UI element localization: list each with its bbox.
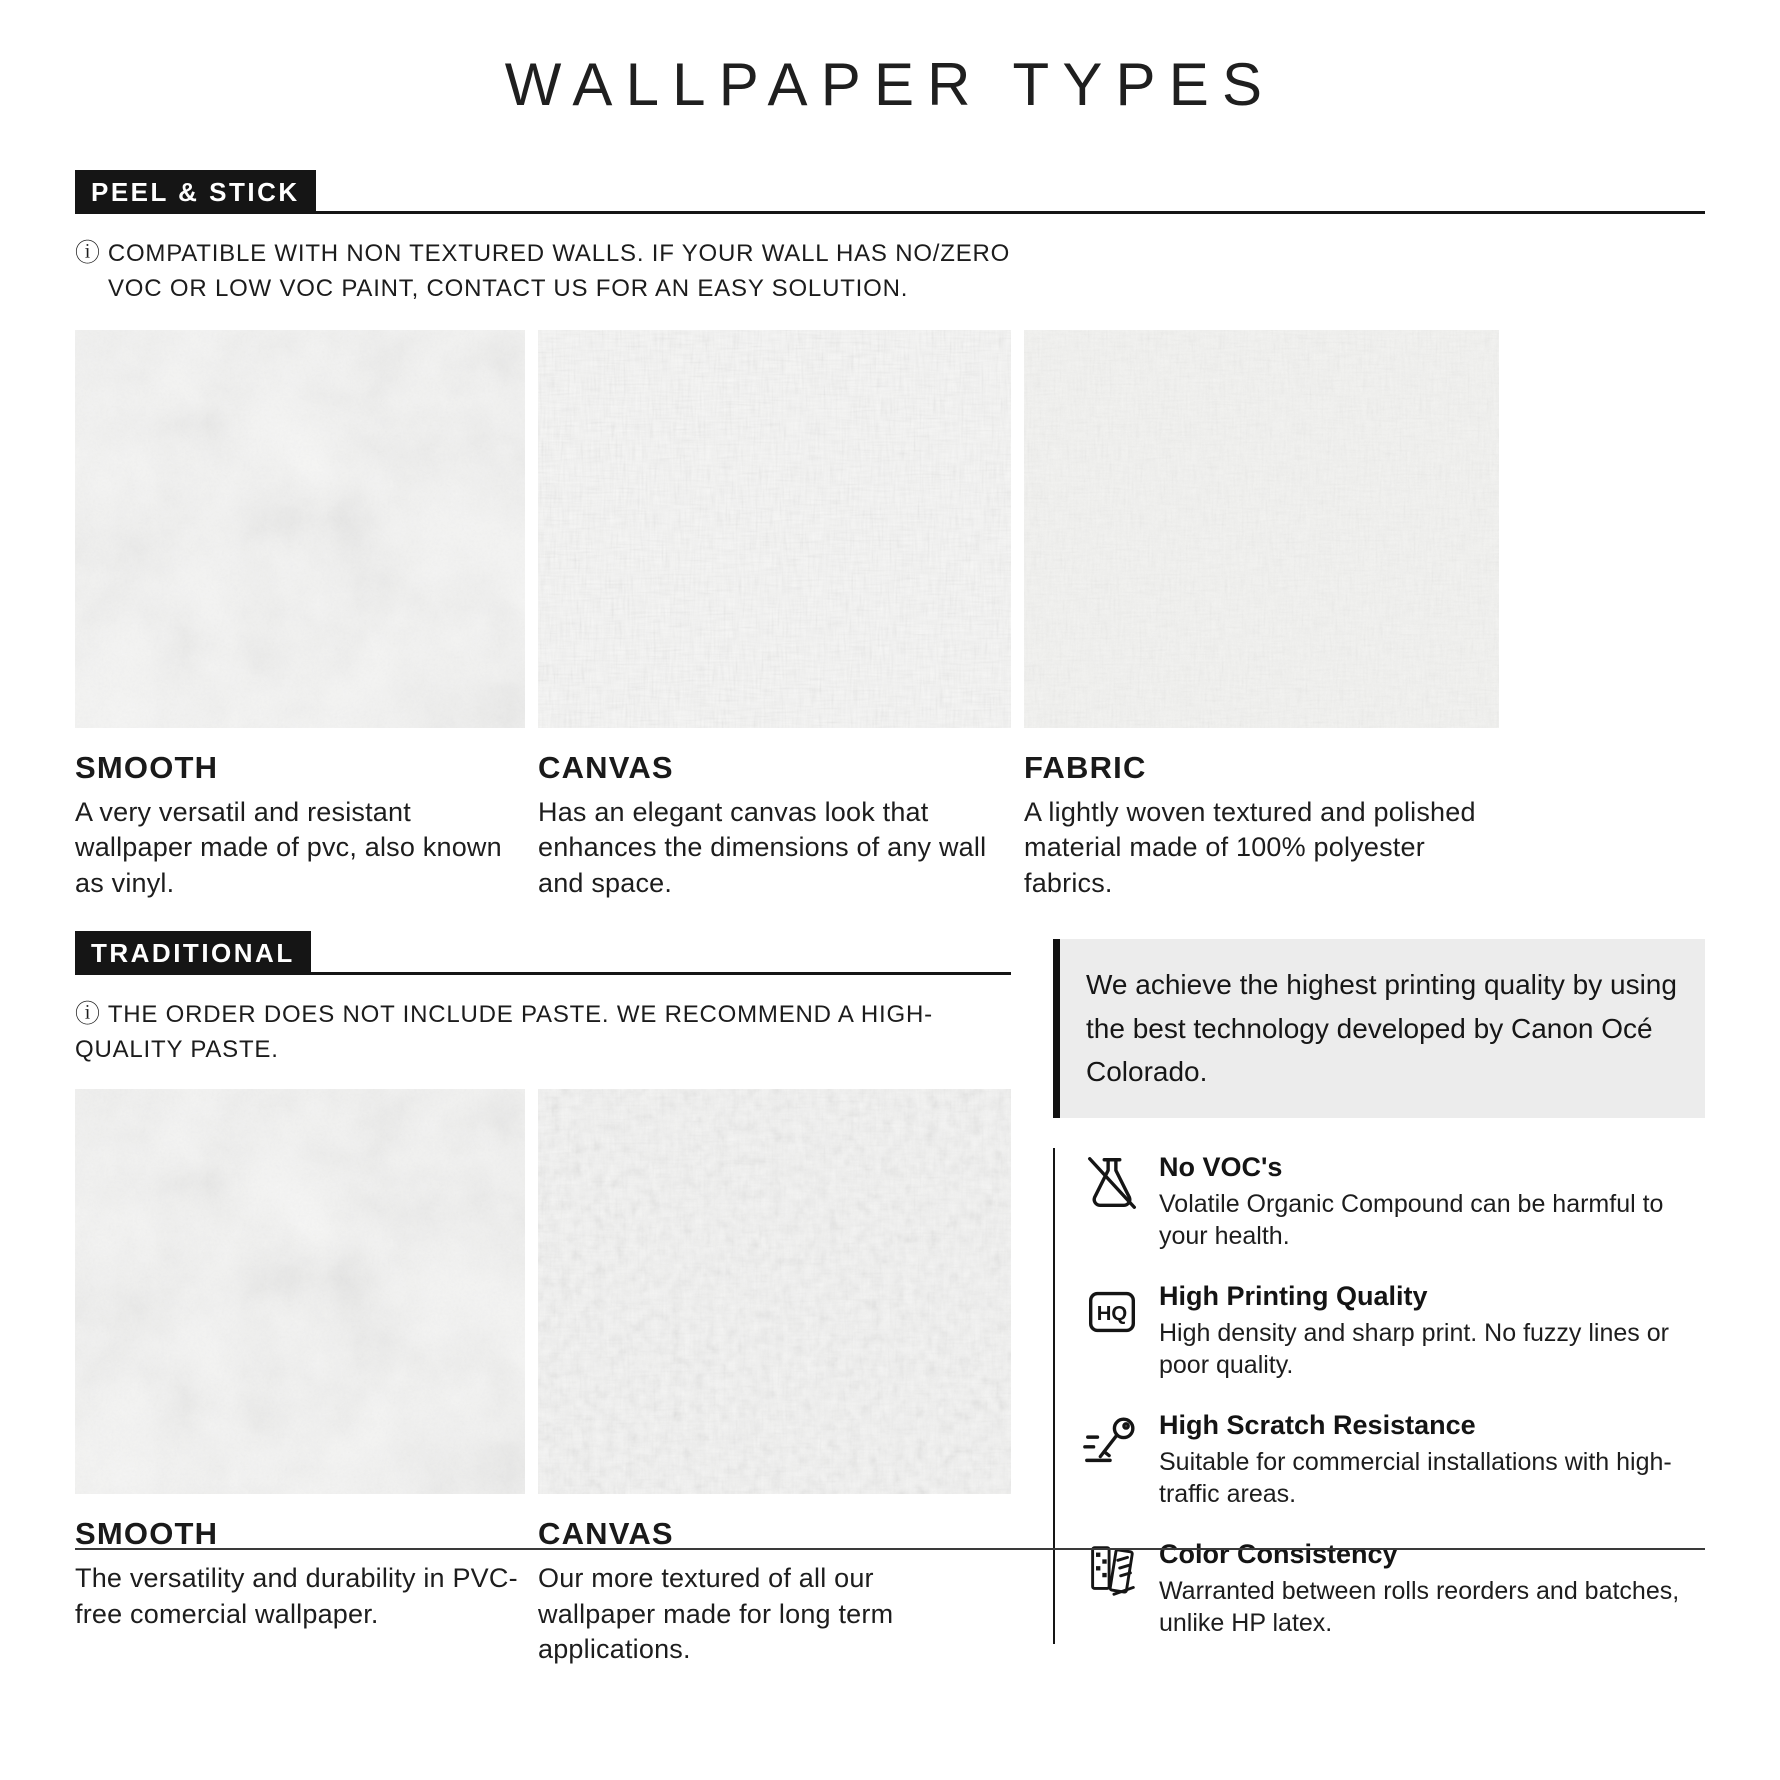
card-description: The versatility and durability in PVC-free comercial wallpaper. xyxy=(75,1563,518,1629)
feature-text xyxy=(1159,1281,1705,1382)
feature-text xyxy=(1159,1539,1705,1640)
canvas-texture-swatch xyxy=(538,1089,1011,1494)
smooth-texture-swatch xyxy=(75,1089,525,1494)
hq-icon xyxy=(1081,1281,1143,1343)
lower-zone xyxy=(75,931,1705,1667)
card-description: A lightly woven textured and polished material made of 100% polyester fabrics. xyxy=(1024,796,1476,898)
traditional-label: TRADITIONAL xyxy=(75,931,311,975)
card-peel-smooth xyxy=(75,330,525,902)
feature-high-printing-quality xyxy=(1081,1281,1705,1382)
traditional-note xyxy=(75,997,1011,1067)
card-peel-canvas xyxy=(538,330,1011,902)
traditional-rule xyxy=(311,972,1011,975)
feature-title: High Printing Quality xyxy=(1159,1280,1428,1311)
peel-stick-rule xyxy=(316,211,1705,214)
card-title: CANVAS xyxy=(538,749,674,785)
card-description: Our more textured of all our wallpaper made for long term applications. xyxy=(538,1563,894,1665)
no-voc-icon xyxy=(1081,1152,1143,1214)
quality-sidebar xyxy=(1053,931,1705,1667)
card-title: SMOOTH xyxy=(75,1516,219,1552)
card-traditional-smooth xyxy=(75,1089,525,1668)
feature-description: Warranted between rolls reorders and batches, unlike HP latex. xyxy=(1159,1576,1680,1638)
feature-list xyxy=(1053,1148,1705,1644)
card-traditional-canvas xyxy=(538,1089,1011,1668)
card-description: Has an elegant canvas look that enhances the dimensions of any wall and space. xyxy=(538,796,987,898)
page-title: WALLPAPER TYPES xyxy=(504,51,1276,118)
card-title: CANVAS xyxy=(538,1516,674,1552)
feature-color-consistency xyxy=(1081,1539,1705,1640)
feature-title: Color Consistency xyxy=(1159,1538,1398,1569)
feature-title: No VOC's xyxy=(1159,1151,1283,1182)
card-peel-fabric xyxy=(1024,330,1499,902)
feature-title: High Scratch Resistance xyxy=(1159,1409,1476,1440)
info-icon: ⓘ xyxy=(75,1000,101,1029)
traditional-cards xyxy=(75,1089,1011,1668)
section-peel-and-stick xyxy=(75,170,1705,901)
fabric-texture-swatch xyxy=(1024,330,1499,728)
traditional-header xyxy=(75,931,1011,975)
svg-text:HQ: HQ xyxy=(1096,1302,1128,1325)
peel-stick-cards xyxy=(75,330,1705,902)
section-traditional xyxy=(75,931,1011,1667)
canvas-texture-swatch xyxy=(538,330,1011,728)
feature-description: High density and sharp print. No fuzzy lines or poor quality. xyxy=(1159,1318,1669,1380)
feature-scratch-resistance xyxy=(1081,1410,1705,1511)
feature-text xyxy=(1159,1410,1705,1511)
feature-no-voc xyxy=(1081,1152,1705,1253)
scratch-resistance-icon xyxy=(1081,1410,1143,1472)
card-title: SMOOTH xyxy=(75,749,219,785)
peel-stick-label: PEEL & STICK xyxy=(75,170,316,214)
feature-text xyxy=(1159,1152,1705,1253)
footer-divider xyxy=(75,1548,1705,1550)
peel-stick-note-line2: VOC OR LOW VOC PAINT, CONTACT US FOR AN EASY SOLUTION. xyxy=(108,274,909,302)
feature-description: Volatile Organic Compound can be harmful to your health. xyxy=(1159,1189,1664,1251)
info-icon: ⓘ xyxy=(75,239,101,267)
peel-stick-note-line1: COMPATIBLE WITH NON TEXTURED WALLS. IF YOUR WALL HAS NO/ZERO xyxy=(107,240,1011,267)
card-description: A very versatil and resistant wallpaper made of pvc, also known as vinyl. xyxy=(75,796,502,898)
peel-stick-header xyxy=(75,170,1705,214)
peel-stick-note xyxy=(75,236,1705,306)
card-title: FABRIC xyxy=(1024,749,1147,785)
feature-description: Suitable for commercial installations with high-traffic areas. xyxy=(1159,1447,1672,1509)
printing-quality-callout: We achieve the highest printing quality by using the best technology developed by Canon Océ Colorado. xyxy=(1053,939,1705,1117)
traditional-note-text: THE ORDER DOES NOT INCLUDE PASTE. WE RECOMMEND A HIGH-QUALITY PASTE. xyxy=(75,1001,933,1063)
smooth-texture-swatch xyxy=(75,330,525,728)
